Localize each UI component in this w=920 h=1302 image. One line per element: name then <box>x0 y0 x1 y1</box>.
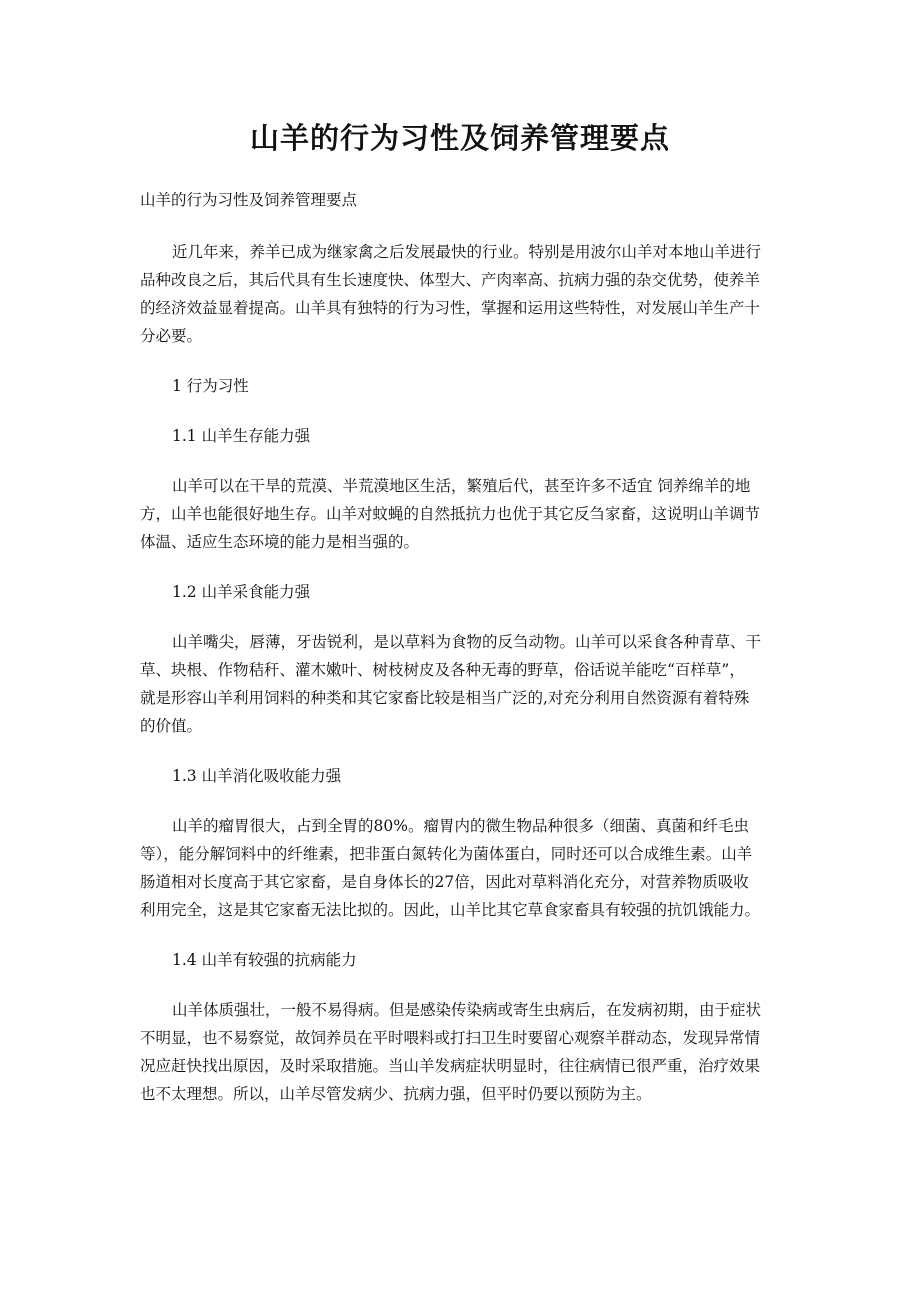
section-heading-1: 1 行为习性 <box>172 377 249 395</box>
section-heading-1-3: 1.3 山羊消化吸收能力强 <box>172 767 342 785</box>
paragraph-line: 就是形容山羊利用饲料的种类和其它家畜比较是相当广泛的,对充分利用自然资源有着特殊 <box>140 689 750 707</box>
paragraph-line: 山羊的瘤胃很大，占到全胃的80%。瘤胃内的微生物品种很多（细菌、真菌和纤毛虫 <box>172 817 749 835</box>
section-heading-1-4: 1.4 山羊有较强的抗病能力 <box>172 951 357 969</box>
paragraph-line: 等），能分解饲料中的纤维素，把非蛋白氮转化为菌体蛋白，同时还可以合成维生素。山羊 <box>140 845 753 863</box>
paragraph-line: 山羊体质强壮，一般不易得病。但是感染传染病或寄生虫病后，在发病初期，由于症状 <box>172 1001 762 1019</box>
paragraph-line: 体温、适应生态环境的能力是相当强的。 <box>140 533 420 551</box>
document-subtitle: 山羊的行为习性及饲养管理要点 <box>140 191 358 209</box>
section-heading-1-1: 1.1 山羊生存能力强 <box>172 427 311 445</box>
paragraph-line: 的价值。 <box>140 717 203 735</box>
paragraph-line: 的经济效益显着提高。山羊具有独特的行为习性，掌握和运用这些特性，对发展山羊生产十 <box>140 299 761 317</box>
paragraph-1-3 <box>140 812 784 924</box>
paragraph-line: 不明显，也不易察觉，故饲养员在平时喂料或打扫卫生时要留心观察羊群动态，发现异常情 <box>140 1029 761 1047</box>
paragraph-1-1 <box>140 472 784 556</box>
document-body <box>140 186 784 1130</box>
section-heading-1-2: 1.2 山羊采食能力强 <box>172 583 311 601</box>
paragraph-line: 山羊可以在干旱的荒漠、半荒漠地区生活，繁殖后代，甚至许多不适宜 饲养绵羊的地 <box>172 477 751 495</box>
paragraph-line: 分必要。 <box>140 327 203 345</box>
paragraph-line: 肠道相对长度高于其它家畜，是自身体长的27倍，因此对草料消化充分，对营养物质吸收 <box>140 873 749 891</box>
document-title: 山羊的行为习性及饲养管理要点 <box>249 121 670 155</box>
paragraph-line: 草、块根、作物秸秆、灌木嫩叶、树枝树皮及各种无毒的野草，俗话说羊能吃“百样草”， <box>140 661 745 679</box>
paragraph-1-2 <box>140 628 784 740</box>
paragraph-line: 品种改良之后，其后代具有生长速度快、体型大、产肉率高、抗病力强的杂交优势，使养羊 <box>140 271 761 289</box>
paragraph-line: 山羊嘴尖，唇薄，牙齿锐利，是以草料为食物的反刍动物。山羊可以采食各种青草、干 <box>172 633 762 651</box>
paragraph-line: 也不太理想。所以，山羊尽管发病少、抗病力强，但平时仍要以预防为主。 <box>140 1085 652 1103</box>
intro-paragraph <box>140 238 784 350</box>
paragraph-1-4 <box>140 996 784 1108</box>
paragraph-line: 况应赶快找出原因，及时采取措施。当山羊发病症状明显时，往往病情已很严重，治疗效果 <box>140 1057 761 1075</box>
paragraph-line: 方，山羊也能很好地生存。山羊对蚊蝇的自然抵抗力也优于其它反刍家畜，这说明山羊调节 <box>140 505 761 523</box>
paragraph-line: 利用完全，这是其它家畜无法比拟的。因此，山羊比其它草食家畜具有较强的抗饥饿能力。 <box>140 901 761 919</box>
paragraph-line: 近几年来，养羊已成为继家禽之后发展最快的行业。特别是用波尔山羊对本地山羊进行 <box>172 243 762 261</box>
